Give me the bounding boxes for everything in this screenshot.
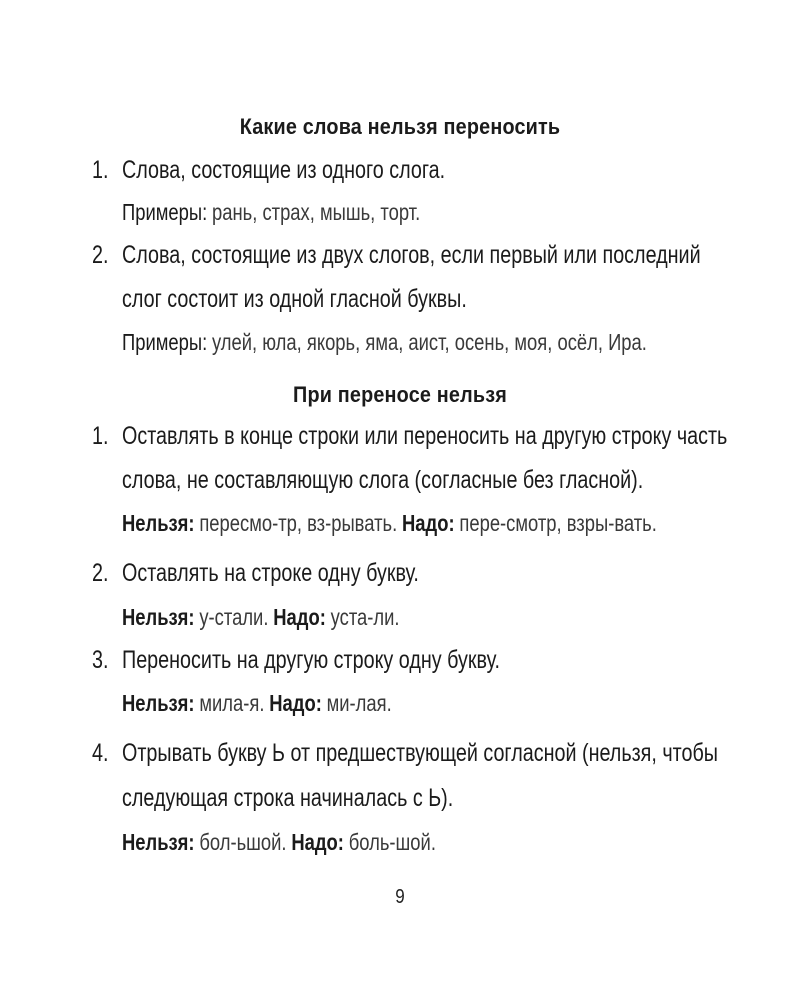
page-number: 9 bbox=[395, 886, 405, 908]
section2-item2-example bbox=[122, 606, 682, 629]
section1-item1-number: 1. bbox=[92, 156, 109, 184]
section1-item2-line1: Слова, состоящие из двух слогов, если первый или последний bbox=[122, 241, 701, 269]
section2-item4-line2: следующая строка начиналась с Ь). bbox=[122, 784, 454, 812]
right-label: Надо: bbox=[291, 829, 344, 855]
section2-item3-line1: Переносить на другую строку одну букву. bbox=[122, 646, 500, 674]
section2-item2-number: 2. bbox=[92, 559, 109, 587]
section1-item2-line2: слог состоит из одной гласной буквы. bbox=[122, 285, 467, 313]
wrong-text: пересмо-тр, вз-рывать. bbox=[199, 510, 398, 536]
example-label: Примеры: bbox=[122, 329, 208, 355]
section2-item3-example bbox=[122, 692, 682, 715]
wrong-label: Нельзя: bbox=[122, 510, 195, 536]
wrong-label: Нельзя: bbox=[122, 690, 195, 716]
right-text: уста-ли. bbox=[330, 604, 400, 630]
wrong-text: мила-я. bbox=[199, 690, 265, 716]
wrong-label: Нельзя: bbox=[122, 604, 195, 630]
section2-item4-number: 4. bbox=[92, 739, 109, 767]
heading-what-not-to-hyphenate: Какие слова нельзя переносить bbox=[239, 114, 561, 139]
right-label: Надо: bbox=[269, 690, 322, 716]
wrong-text: у-стали. bbox=[199, 604, 269, 630]
example-label: Примеры: bbox=[122, 199, 208, 225]
section2-item1-number: 1. bbox=[92, 422, 109, 450]
section2-item1-example bbox=[122, 512, 682, 535]
example-text: улей, юла, якорь, яма, аист, осень, моя, осёл, Ира. bbox=[212, 329, 647, 355]
wrong-label: Нельзя: bbox=[122, 829, 195, 855]
right-text: ми-лая. bbox=[326, 690, 392, 716]
example-text: рань, страх, мышь, торт. bbox=[212, 199, 421, 225]
section1-item2-example bbox=[122, 331, 682, 354]
right-text: пере-смотр, взры-вать. bbox=[459, 510, 657, 536]
right-label: Надо: bbox=[402, 510, 455, 536]
section1-item1-line1: Слова, состоящие из одного слога. bbox=[122, 156, 446, 184]
right-text: боль-шой. bbox=[348, 829, 436, 855]
section2-item1-line2: слова, не составляющую слога (согласные без гласной). bbox=[122, 466, 644, 494]
section1-item1-example bbox=[122, 201, 682, 224]
section2-item3-number: 3. bbox=[92, 646, 109, 674]
wrong-text: бол-ьшой. bbox=[199, 829, 287, 855]
section2-item4-example bbox=[122, 831, 682, 854]
section2-item1-line1: Оставлять в конце строки или переносить на другую строку часть bbox=[122, 422, 728, 450]
section2-item4-line1: Отрывать букву Ь от предшествующей согласной (нельзя, чтобы bbox=[122, 739, 718, 767]
section2-item2-line1: Оставлять на строке одну букву. bbox=[122, 559, 419, 587]
section1-item2-number: 2. bbox=[92, 241, 109, 269]
right-label: Надо: bbox=[273, 604, 326, 630]
heading-when-hyphenating-do-not: При переносе нельзя bbox=[293, 382, 507, 407]
